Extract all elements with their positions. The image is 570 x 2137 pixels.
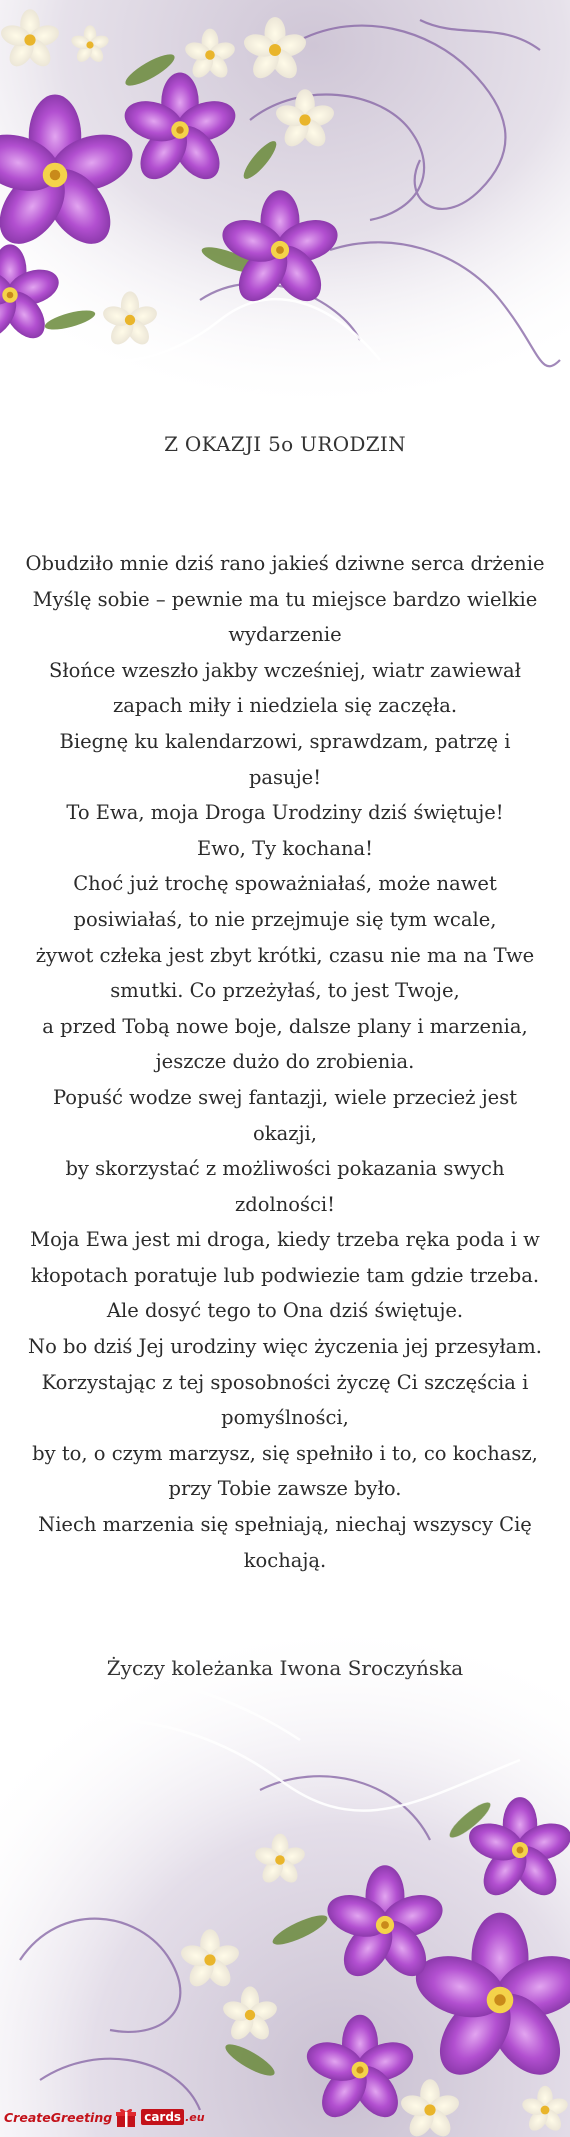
poem-line: kochają. [243,1548,327,1572]
watermark-brand: CreateGreeting [4,2109,113,2125]
poem-line: Myślę sobie – pewnie ma tu miejsce bardzo wielkie [32,587,538,611]
poem-text [22,546,548,1578]
poem-line: pomyślności, [221,1406,349,1430]
poem-line: przy Tobie zawsze było. [168,1477,402,1501]
poem-line: Choć już trochę spoważniałaś, może nawet [73,872,497,896]
gift-icon [114,2106,138,2128]
poem-line: smutki. Co przeżyłaś, to jest Twoje, [110,979,460,1003]
poem-line: Popuść wodze swej fantazji, wiele przecież jest okazji, [52,1085,518,1145]
signature: Życzy koleżanka Iwona Sroczyńska [106,1656,464,1680]
watermark-logo[interactable] [4,2104,205,2130]
poem-line: Korzystając z tej sposobności życzę Ci szczęścia i [41,1370,529,1394]
poem-line: Obudziło mnie dziś rano jakieś dziwne serca drżenie [25,552,545,575]
poem-line: kłopotach poratuje lub podwiezie tam gdzie trzeba. [30,1263,540,1287]
poem-line: No bo dziś Jej urodziny więc życzenia jej przesyłam. [28,1335,542,1359]
poem-line: by skorzystać z możliwości pokazania swych [65,1157,505,1181]
poem-line: żywot człeka jest zbyt krótki, czasu nie ma na Twe [35,943,535,967]
card-title: Z OKAZJI 5o URODZIN [164,432,406,456]
poem-line: wydarzenie [228,623,342,647]
poem-line: Słońce wzeszło jakby wcześniej, wiatr zawiewał [49,658,521,682]
poem-line: Ewo, Ty kochana! [197,836,373,860]
poem-line: by to, o czym marzysz, się spełniło i to, co kochasz, [32,1441,538,1465]
poem-line: zapach miły i niedziela się zaczęła. [112,694,458,718]
watermark-cards: cards [141,2109,184,2125]
poem-line: Biegnę ku kalendarzowi, sprawdzam, patrzę i [59,729,511,753]
poem-line: posiwiałaś, to nie przejmuje się tym wcale, [73,907,497,931]
watermark-tld: .eu [185,2110,205,2124]
poem-line: To Ewa, moja Droga Urodziny dziś świętuje! [66,801,504,825]
poem-line: jeszcze dużo do zrobienia. [155,1050,415,1074]
poem-line: Moja Ewa jest mi droga, kiedy trzeba ręka poda i w [30,1228,540,1252]
poem-line: zdolności! [234,1192,336,1216]
poem-line: Ale dosyć tego to Ona dziś świętuje. [106,1299,464,1323]
poem-line: pasuje! [248,765,322,789]
poem-line: Niech marzenia się spełniają, niechaj wszyscy Cię [38,1513,532,1537]
poem-line: a przed Tobą nowe boje, dalsze plany i marzenia, [42,1014,528,1038]
